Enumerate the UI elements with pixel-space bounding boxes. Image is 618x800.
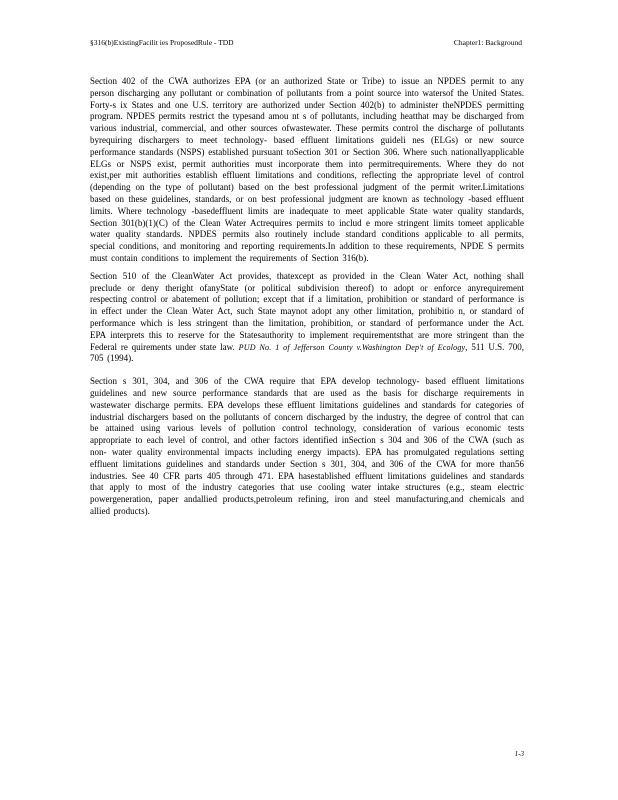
paragraph-sections-301-304-306: Section s 301, 304, and 306 of the CWA require that EPA develop technology- based effluent limitations guidelines and new source performance standards that are used as the basis for discharge requirements in wastewater discharge permits. EPA develops these effluent limitations guidelines and standards for categories of industrial dischargers based on the pollutants of concern discharged by the industry, the degree of control that can be attained using various levels of pollution control technology, consideration of various economic tests appropriate to each level of control, and other factors identified inSection s 304 and 306 of the CWA (such as non- water quality environmental impacts including energy impacts). EPA has promulgated regulations setting effluent limitations guidelines and standards under Section s 301, 304, and 306 of the CWA for more than56 industries. See 40 CFR parts 405 through 471. EPA hasestablished effluent limitations guidelines and standards that apply to most of the industry categories that use cooling water intake structures (e.g., steam electric powergeneration, paper andallied products,petroleum refining, iron and steel manufacturing,and chemicals and allied products). — [90, 376, 524, 516]
paragraph-section-510-text: Section 510 of the CleanWater Act provides, thatexcept as provided in the Clean Water Act, nothing shall preclude or deny theright ofanyState (or political subdivision thereof) to adopt or enforce anyrequirement respecting control or abatement of pollution; except that if a limitation, prohibition or standard of performance is in effect under the Clean Water Act, such State maynot adopt any other limitation, prohibitio n, or standard of performance which is less stringent than the limitation, prohibition, or standard of performance under the Act. EPA interprets this to reserve for the Statesauthority to implement requirementsthat are more stringent than the Federal re quirements under state law. — [90, 270, 524, 352]
paragraph-section-402: Section 402 of the CWA authorizes EPA (or an authorized State or Tribe) to issue an NPDES permit to any person discharging any pollutant or combination of pollutants from a point source into watersof the United States. Forty-s ix States and one U.S. territory are authorized under Section 402(b) to administer theNPDES permitting program. NPDES permits restrict the typesand amou nt s of pollutants, including heatthat may be discharged from various industrial, commercial, and other sources ofwastewater. These permits control the discharge of pollutants byrequiring dischargers to meet technology- based effluent limitations guideli nes (ELGs) or new source performance standards (NSPS) established pursuant toSection 301 or Section 306. Where such nationallyapplicable ELGs or NSPS exist, permit authorities must incorporate them into permitrequirements. Where they do not exist,per mit authorities establish effluent limitations and conditions, reflecting the appropriate level of control (depending on the type of pollutant) based on the best professional judgment of the permit writer.Limitations based on these guidelines, standards, or on best professional judgment are known as technology -based effluent limits. Where technology -basedeffluent limits are inadequate to meet applicable State water quality standards, Section 301(b)(1)(C) of the Clean Water Actrequires permits to includ e more stringent limits tomeet applicable water quality standards. NPDES permits also routinely include standard conditions applicable to all permits, special conditions, and monitoring and reporting requirements.In addition to these requirements, NPDE S permits must contain conditions to implement the requirements of Section 316(b). — [90, 76, 524, 263]
citation-reference: , 511 U.S. 700, 705 (1994). — [90, 341, 524, 364]
running-header-chapter: Chapter1: Background — [453, 38, 522, 47]
page-number: 1-3 — [514, 750, 524, 758]
case-citation: PUD No. 1 of Jefferson County v.Washington Dep't of Ecology — [238, 342, 466, 352]
running-header-title: §316(b)ExistingFacilit ies ProposedRule - TDD — [90, 38, 234, 47]
paragraph-section-510 — [90, 271, 524, 365]
body-text — [90, 76, 524, 527]
